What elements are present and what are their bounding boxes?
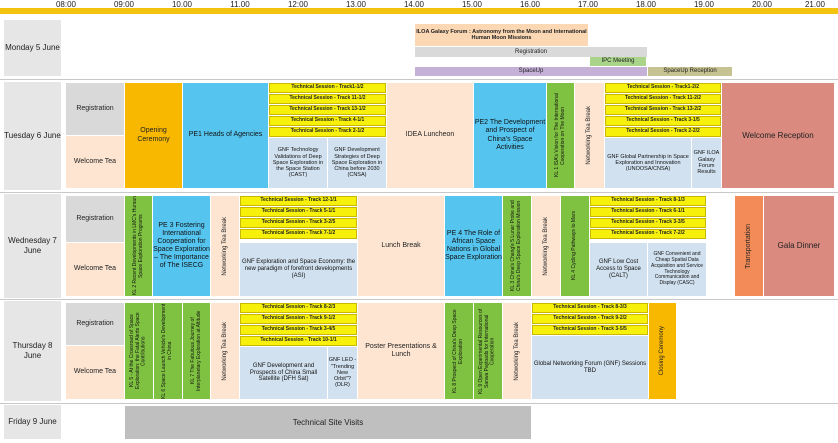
kl8-session[interactable] — [445, 303, 473, 399]
kl5-session[interactable] — [125, 303, 153, 399]
closing-ceremony-session[interactable] — [649, 303, 676, 399]
kl4-session[interactable] — [561, 196, 589, 296]
technical-session[interactable]: Technical Session - Track 7-1/2 — [240, 229, 357, 239]
technical-site-visits-session[interactable]: Technical Site Visits — [125, 406, 531, 439]
tea-break-label: Networking Tea Break — [586, 106, 593, 165]
technical-session[interactable]: Technical Session - Track 6-1/1 — [590, 207, 706, 217]
day-label-wednesday: Wednesday 7 June — [4, 194, 61, 298]
kl3-session[interactable] — [503, 196, 531, 296]
technical-session[interactable]: Technical Session - Track 8-2/3 — [240, 303, 357, 313]
kl4-label: KL 4 Cycling Pathways to Mars — [571, 211, 578, 281]
technical-session[interactable]: Technical Session - Track1-2/2 — [605, 83, 721, 93]
registration-session[interactable]: Registration — [66, 83, 124, 135]
time-label: 16.00 — [519, 0, 541, 9]
kl6-label: KL 6 Space Launch Vehicle's Development in China — [161, 303, 173, 399]
spaceup-reception-session[interactable]: SpaceUp Reception — [648, 67, 732, 76]
technical-session[interactable]: Technical Session - Track 2-1/2 — [269, 127, 386, 137]
networking-tea-break[interactable] — [211, 303, 239, 399]
gnf-session[interactable]: GNF Technology Validations of Deep Space Exploration in the Space Station (CAST) — [269, 138, 327, 188]
pe3-session[interactable]: PE 3 Fostering International Cooperation for Space Exploration – The Importance of The ISECG — [153, 196, 210, 296]
gnf-session[interactable]: GNF ILOA Galaxy Forum Results — [692, 138, 721, 188]
technical-session[interactable]: Technical Session - Track 4-1/1 — [269, 116, 386, 126]
technical-session[interactable]: Technical Session - Track 8-1/3 — [590, 196, 706, 206]
registration-session[interactable]: Registration — [415, 47, 647, 57]
registration-session[interactable]: Registration — [66, 303, 124, 345]
technical-session[interactable]: Technical Session - Track 3-3/5 — [590, 218, 706, 228]
time-label: 20.00 — [751, 0, 773, 9]
technical-session[interactable]: Technical Session - Track 11-2/2 — [605, 94, 721, 104]
technical-session[interactable]: Technical Session - Track 2-2/2 — [605, 127, 721, 137]
networking-tea-break[interactable] — [532, 196, 560, 296]
day-label-friday: Friday 9 June — [4, 405, 61, 439]
gnf-session[interactable]: Global Networking Forum (GNF) Sessions TBD — [532, 336, 648, 399]
lunch-break-session[interactable]: Lunch Break — [358, 196, 444, 296]
time-label: 18.00 — [635, 0, 657, 9]
transportation-label: Transportation — [744, 223, 752, 269]
technical-session[interactable]: Technical Session - Track 7-2/2 — [590, 229, 706, 239]
technical-session[interactable]: Technical Session - Track 13-1/2 — [269, 105, 386, 115]
time-label: 13.00 — [345, 0, 367, 9]
kl7-session[interactable] — [183, 303, 210, 399]
time-label: 14.00 — [403, 0, 425, 9]
technical-session[interactable]: Technical Session - Track 11-1/2 — [269, 94, 386, 104]
day-separator — [0, 192, 838, 193]
technical-session[interactable]: Technical Session - Track 3-4/5 — [240, 325, 357, 335]
technical-session[interactable]: Technical Session - Track 3-1/5 — [605, 116, 721, 126]
networking-tea-break[interactable] — [211, 196, 239, 296]
welcome-reception-session[interactable]: Welcome Reception — [722, 83, 834, 188]
technical-session[interactable]: Technical Session - Track 3-5/5 — [532, 325, 648, 335]
day-label-thursday: Thursday 8 June — [4, 301, 61, 401]
pe1-session[interactable]: PE1 Heads of Agencies — [183, 83, 268, 188]
gnf-session[interactable]: GNF Exploration and Space Economy: the new paradigm of forefront developments (ASI) — [240, 243, 357, 296]
day-label-monday: Monday 5 June — [4, 20, 61, 76]
gnf-session[interactable]: GNF Low Cost Access to Space (CALT) — [590, 243, 647, 296]
transportation-session[interactable] — [735, 196, 763, 296]
tea-break-label: Networking Tea Break — [221, 321, 228, 381]
kl3-label: KL 3 China's Chang'e 5 Lunar Probe and China's Deep Space Exploration Mission — [510, 200, 522, 292]
welcome-tea-session[interactable]: Welcome Tea — [66, 136, 124, 188]
kl8-label: KL 8 Prospect of China's Deep Space Exploration — [452, 309, 464, 393]
technical-session[interactable]: Technical Session - Track 3-2/5 — [240, 218, 357, 228]
technical-session[interactable]: Technical Session - Track 13-2/2 — [605, 105, 721, 115]
gnf-session[interactable]: GNF LEO - "Trending New Orbit"? (DLR) — [328, 347, 357, 399]
gala-dinner-session[interactable]: Gala Dinner — [764, 196, 834, 296]
closing-ceremony-label: Closing Ceremony — [659, 326, 666, 376]
time-label: 21.00 — [804, 0, 826, 9]
networking-tea-break[interactable] — [503, 303, 531, 399]
galaxy-forum-session[interactable]: ILOA Galaxy Forum : Astronomy from the Moon and International Human Moon Missions — [415, 24, 588, 46]
welcome-tea-session[interactable]: Welcome Tea — [66, 346, 124, 399]
tea-break-label: Networking Tea Break — [542, 216, 549, 276]
time-label: 12:00 — [287, 0, 309, 9]
technical-session[interactable]: Technical Session - Track 5-1/1 — [240, 207, 357, 217]
opening-ceremony-session[interactable]: Opening Ceremony — [125, 83, 182, 188]
registration-session[interactable]: Registration — [66, 196, 124, 242]
time-label: 15.00 — [461, 0, 483, 9]
technical-session[interactable]: Technical Session - Track 9-1/2 — [240, 314, 357, 324]
welcome-tea-session[interactable]: Welcome Tea — [66, 243, 124, 296]
kl1-label: KL 1 ISA's Vision for The International Cooperation on The Moon — [553, 93, 566, 178]
gnf-session[interactable]: GNF Development and Prospects of China Small Satellite (DFH Sat) — [240, 347, 327, 399]
technical-session[interactable]: Technical Session - Track 12-1/1 — [240, 196, 357, 206]
kl9-label: KL 9 Open Experimental Resources of Sanwa Payloads for International Cooperation — [478, 308, 496, 394]
poster-lunch-session[interactable]: Poster Presentations & Lunch — [358, 303, 444, 399]
ipc-meeting-session[interactable]: IPC Meeting — [590, 57, 646, 66]
networking-tea-break[interactable] — [575, 83, 604, 188]
kl2-session[interactable] — [125, 196, 152, 296]
day-separator — [0, 403, 838, 404]
kl1-session[interactable] — [547, 83, 574, 188]
technical-session[interactable]: Technical Session - Track1-1/2 — [269, 83, 386, 93]
gnf-session[interactable]: GNF Development Strategies of Deep Space Exploration in China before 2030 (CNSA) — [328, 138, 386, 188]
pe4-session[interactable]: PE 4 The Role of African Space Nations in Global Space Exploration — [445, 196, 502, 296]
time-label: 10.00 — [171, 0, 193, 9]
tea-break-label: Networking Tea Break — [221, 216, 228, 276]
technical-session[interactable]: Technical Session - Track 8-3/3 — [532, 303, 648, 313]
time-label: 19.00 — [693, 0, 715, 9]
tea-break-label: Networking Tea Break — [513, 321, 520, 381]
time-label: 11.00 — [230, 0, 250, 9]
time-label: 09:00 — [113, 0, 135, 9]
day-label-tuesday: Tuesday 6 June — [4, 82, 61, 190]
idea-luncheon-session[interactable]: IDEA Luncheon — [387, 83, 473, 188]
technical-session[interactable]: Technical Session - Track 9-2/2 — [532, 314, 648, 324]
kl5-label: KL 5 - At the Crossroad of Space Exploration: the Fatal Alerts Space Contributions — [129, 312, 147, 390]
kl2-label: KL 2 Recent Developments in LMC's Human Space Exploration Programs — [131, 196, 144, 296]
spaceup-session[interactable]: SpaceUp — [415, 67, 647, 76]
gnf-session[interactable]: GNF Global Partnership in Space Exploration and Innovation (UNOOSA/CNSA) — [605, 138, 691, 188]
time-axis — [0, 0, 838, 14]
technical-session[interactable]: Technical Session - Track 10-1/1 — [240, 336, 357, 346]
pe2-session[interactable]: PE2 The Development and Prospect of China's Space Activities — [474, 83, 546, 188]
day-separator — [0, 299, 838, 300]
gnf-session[interactable]: GNF Convenient and Cheap Spatial Data Acquisition and Service Technology Communication and Display (CASC) — [648, 243, 706, 296]
kl7-label: KL 7 The Fabulous Journey of Interplanetary Exploration at Altitude — [189, 310, 202, 392]
time-label: 17.00 — [577, 0, 599, 9]
time-label: 08:00 — [55, 0, 77, 9]
kl6-session[interactable] — [154, 303, 182, 399]
day-separator — [0, 79, 838, 80]
kl9-session[interactable] — [474, 303, 502, 399]
